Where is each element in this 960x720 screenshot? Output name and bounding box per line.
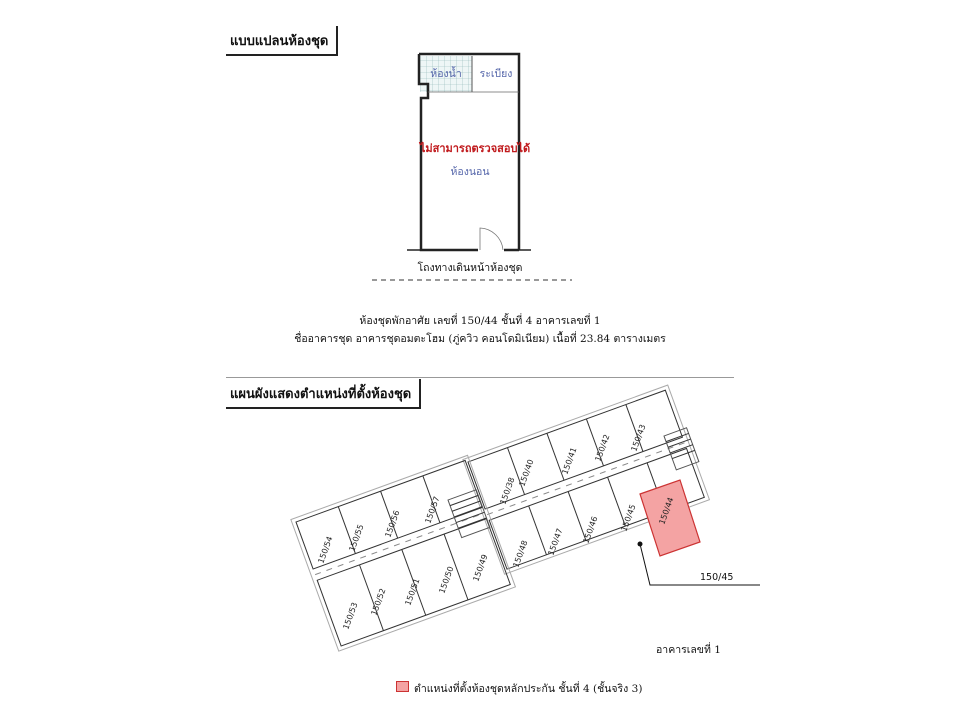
unit-label: 150/41 xyxy=(560,446,579,476)
section-title-unit-plan: แบบแปลนห้องชุด xyxy=(226,26,338,56)
legend-swatch xyxy=(396,681,409,692)
bathroom-label: ห้องน้ำ xyxy=(430,68,462,80)
unit-label: 150/38 xyxy=(498,476,517,506)
corridor-label: โถงทางเดินหน้าห้องชุด xyxy=(417,262,523,274)
unit-label: 150/45 xyxy=(619,503,638,533)
legend-text: ตำแหน่งที่ตั้งห้องชุดหลักประกัน ชั้นที่ 4 (ชั้นจริง 3) xyxy=(414,683,643,695)
unit-label: 150/48 xyxy=(511,539,530,569)
unit-label: 150/40 xyxy=(517,458,536,488)
bedroom-label: ห้องนอน xyxy=(450,166,490,178)
highlight-unit-150-44 xyxy=(640,480,700,556)
unit-label: 150/50 xyxy=(437,565,456,595)
unit-label-highlight: 150/44 xyxy=(657,496,676,526)
unit-label: 150/55 xyxy=(347,523,366,553)
unit-label: 150/49 xyxy=(471,553,490,583)
section-title-location-map: แผนผังแสดงตำแหน่งที่ตั้งห้องชุด xyxy=(226,379,421,409)
unit-info-line2: ชื่ออาคารชุด อาคารชุดอมตะโฮม (ภู่ควิว คอนโดมิเนียม) เนื้อที่ 23.84 ตารางเมตร xyxy=(294,333,666,345)
balcony-label: ระเบียง xyxy=(479,68,513,80)
unit-label: 150/52 xyxy=(369,587,388,617)
unit-label: 150/46 xyxy=(581,515,600,545)
unit-label: 150/53 xyxy=(341,601,360,631)
building-label: อาคารเลขที่ 1 xyxy=(656,644,721,656)
unit-info-line1: ห้องชุดพักอาศัย เลขที่ 150/44 ชั้นที่ 4 อาคารเลขที่ 1 xyxy=(359,315,601,327)
unit-label: 150/43 xyxy=(629,423,648,453)
unit-label: 150/47 xyxy=(546,527,565,557)
warning-label: ไม่สามารถตรวจสอบได้ xyxy=(419,142,531,155)
callout-label: 150/45 xyxy=(700,572,734,583)
unit-label: 150/42 xyxy=(593,433,612,463)
unit-label: 150/51 xyxy=(403,577,422,607)
unit-label: 150/54 xyxy=(316,535,335,565)
unit-label: 150/56 xyxy=(383,509,402,539)
unit-label: 150/57 xyxy=(423,495,442,525)
